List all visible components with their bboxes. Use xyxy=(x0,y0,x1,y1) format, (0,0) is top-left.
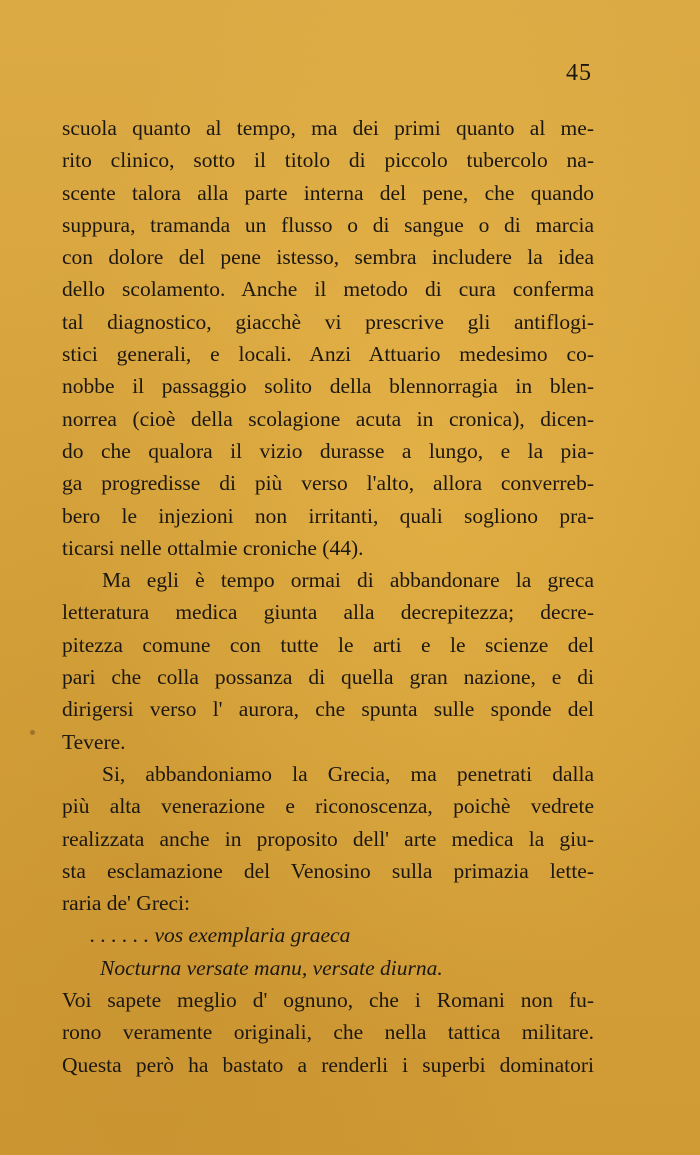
text-line: bero le injezioni non irritanti, quali sogliono pra- xyxy=(62,503,594,528)
text-line: più alta venerazione e riconoscenza, poichè vedrete xyxy=(62,794,594,819)
verse-quote-line: . . . . . . vos exemplaria graeca xyxy=(90,923,351,948)
text-line: dello scolamento. Anche il metodo di cura conferma xyxy=(62,277,594,302)
text-line: Questa però ha bastato a renderli i superbi dominatori xyxy=(62,1052,594,1077)
text-line: scente talora alla parte interna del pene, che quando xyxy=(62,180,594,205)
text-line: Tevere. xyxy=(62,729,126,754)
text-line: realizzata anche in proposito dell' arte medica la giu- xyxy=(62,826,594,851)
text-line: ga progredisse di più verso l'alto, allora converreb- xyxy=(62,471,594,496)
text-line: raria de' Greci: xyxy=(62,891,191,916)
body-text xyxy=(62,112,594,1081)
text-line: letteratura medica giunta alla decrepitezza; decre- xyxy=(62,600,594,625)
text-line: Voi sapete meglio d' ognuno, che i Romani non fu- xyxy=(62,988,594,1013)
text-line: nobbe il passaggio solito della blennorragia in blen- xyxy=(62,374,594,399)
verse-quote-line: Nocturna versate manu, versate diurna. xyxy=(100,955,443,980)
page-number: 45 xyxy=(566,60,592,86)
text-line: do che qualora il vizio durasse a lungo, e la pia- xyxy=(62,438,594,463)
text-line: con dolore del pene istesso, sembra includere la idea xyxy=(62,245,594,270)
paragraph-start-line: Ma egli è tempo ormai di abbandonare la greca xyxy=(102,568,594,593)
text-line: rito clinico, sotto il titolo di piccolo tubercolo na- xyxy=(62,148,594,173)
text-line: scuola quanto al tempo, ma dei primi quanto al me- xyxy=(62,116,594,140)
text-line: norrea (cioè della scolagione acuta in cronica), dicen- xyxy=(62,406,594,431)
paper-speck xyxy=(30,730,35,735)
text-line: pari che colla possanza di quella gran nazione, e di xyxy=(62,665,594,690)
text-line: tal diagnostico, giacchè vi prescrive gli antiflogi- xyxy=(62,309,594,334)
text-line: sta esclamazione del Venosino sulla primazia lette- xyxy=(62,858,594,883)
text-line: stici generali, e locali. Anzi Attuario medesimo co- xyxy=(62,342,594,367)
text-line: suppura, tramanda un flusso o di sangue o di marcia xyxy=(62,212,594,237)
text-line: ticarsi nelle ottalmie croniche (44). xyxy=(62,535,364,560)
text-line: dirigersi verso l' aurora, che spunta sulle sponde del xyxy=(62,697,594,722)
text-line: rono veramente originali, che nella tattica militare. xyxy=(62,1020,594,1045)
text-line: pitezza comune con tutte le arti e le scienze del xyxy=(62,632,594,657)
paragraph-start-line: Si, abbandoniamo la Grecia, ma penetrati dalla xyxy=(102,761,594,786)
